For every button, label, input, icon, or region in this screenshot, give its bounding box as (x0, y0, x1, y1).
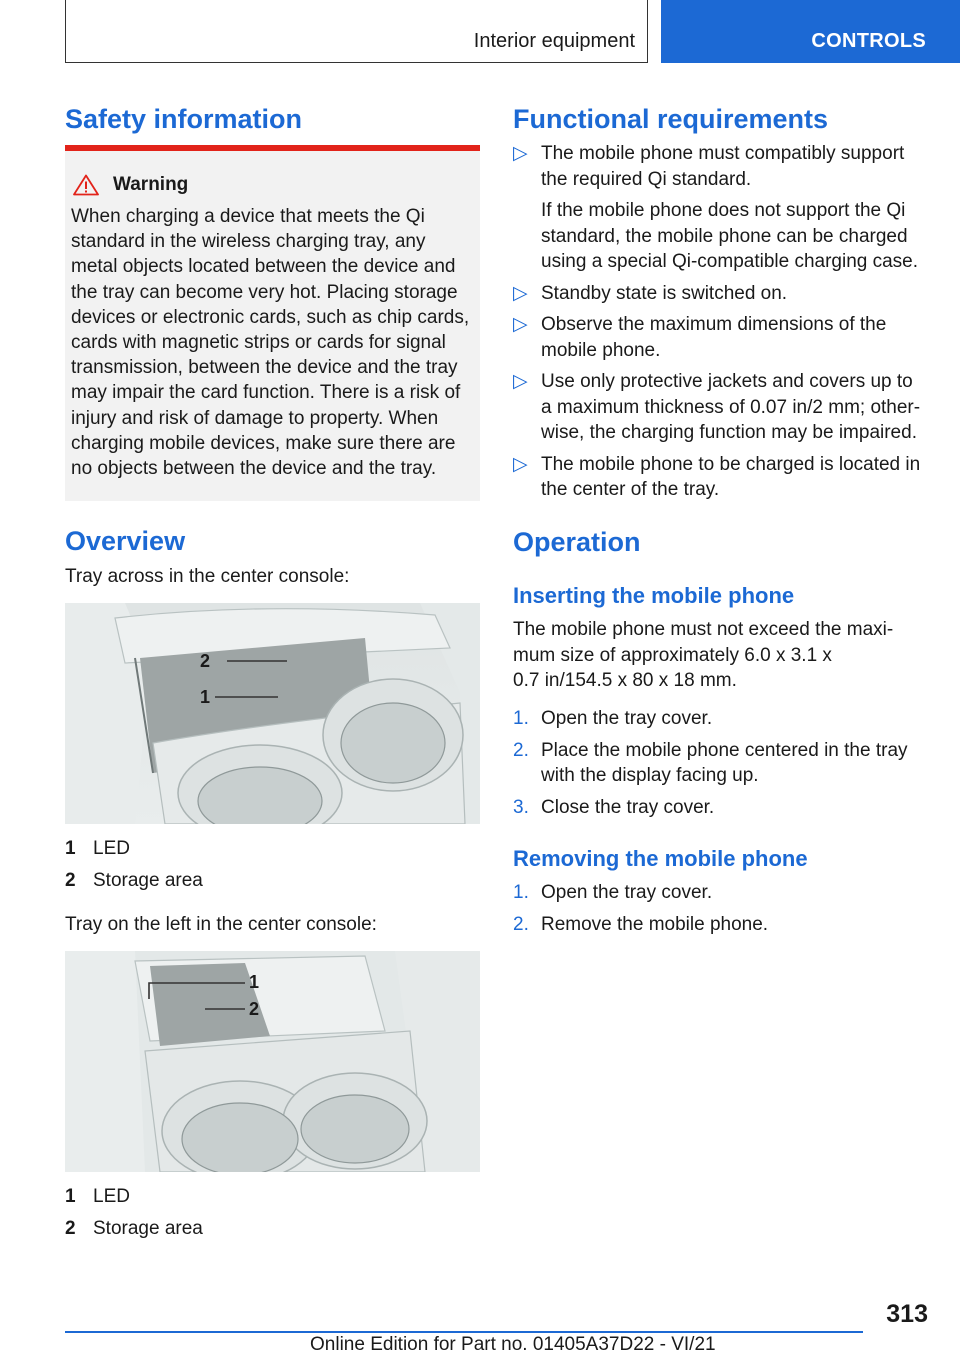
operation-heading: Operation (513, 527, 641, 557)
requirement-text (541, 452, 933, 503)
warning-text-line: cards with magnetic strips or cards for signal (71, 332, 446, 354)
step-line: Place the mobile phone centered in the tray (541, 739, 908, 761)
image2-label-1: 1 (249, 972, 260, 992)
requirement-line: the required Qi standard. (541, 168, 752, 190)
requirement-note-line: standard, the mobile phone can be charged (541, 225, 908, 247)
requirement-line: wise, the charging function may be impaired. (541, 422, 917, 443)
legend-2-label: Storage area (93, 1218, 203, 1239)
warning-text (71, 204, 471, 481)
warning-text-line: no objects between the device and the tray. (71, 458, 437, 480)
footer-rule (65, 1331, 863, 1333)
bullet-triangle-icon: ▷ (513, 371, 528, 392)
requirement-text (541, 312, 933, 363)
legend-2-label: LED (93, 1186, 130, 1207)
warning-text-line: standard in the wireless charging tray, any (71, 231, 426, 253)
requirement-text (541, 281, 933, 307)
warning-text-line: transmission, between the device and the tray (71, 357, 458, 379)
header-chapter-tab[interactable] (661, 0, 960, 63)
legend-1-label: Storage area (93, 870, 203, 891)
overview-heading: Overview (65, 526, 186, 556)
image1-label-2: 2 (200, 651, 211, 671)
image2-label-2: 2 (249, 999, 260, 1019)
requirement-line: Observe the maximum dimensions of the (541, 314, 887, 335)
warning-text-line: the tray can become very hot. Placing storage (71, 281, 458, 303)
requirement-line: The mobile phone must compatibly support (541, 143, 905, 164)
requirement-line: The mobile phone to be charged is located in (541, 453, 921, 475)
step-text (541, 880, 933, 906)
requirement-line: mobile phone. (541, 339, 661, 361)
step-text (541, 912, 933, 938)
warning-triangle-icon (73, 174, 99, 196)
inserting-heading: Inserting the mobile phone (513, 583, 795, 608)
requirement-text (541, 369, 933, 446)
inserting-intro-line: mum size of approximately 6.0 x 3.1 x (513, 644, 832, 666)
tray-across-illustration (65, 603, 480, 824)
warning-box (65, 151, 480, 501)
warning-header (73, 173, 188, 197)
legend-2-num: 1 (65, 1186, 76, 1207)
step-text (541, 738, 933, 789)
header-chapter-title: CONTROLS (811, 30, 926, 52)
step-text (541, 706, 933, 732)
step-number: 1. (513, 708, 529, 729)
bullet-triangle-icon: ▷ (513, 143, 528, 164)
requirement-line: Use only protective jackets and covers up to (541, 371, 913, 392)
bullet-triangle-icon: ▷ (513, 282, 528, 304)
warning-text-line: When charging a device that meets the Qi (71, 206, 425, 227)
legend-2-num: 2 (65, 1218, 76, 1239)
step-number: 3. (513, 796, 529, 818)
step-number: 1. (513, 882, 529, 903)
requirement-text (541, 141, 933, 192)
footer-edition: Online Edition for Part no. 01405A37D22 - VI/21 (310, 1334, 716, 1355)
tray-left-illustration (65, 951, 480, 1172)
step-number: 2. (513, 739, 529, 761)
requirement-line: Standby state is switched on. (541, 282, 788, 304)
step-line: Open the tray cover. (541, 708, 713, 729)
warning-title: Warning (113, 174, 189, 195)
tray-left-intro: Tray on the left in the center console: (65, 914, 377, 935)
bullet-triangle-icon: ▷ (513, 314, 528, 335)
page-number: 313 (886, 1300, 928, 1328)
safety-information-heading: Safety information (65, 104, 303, 134)
warning-text-line: devices or electronic cards, such as chip cards, (71, 306, 470, 328)
step-line: Remove the mobile phone. (541, 913, 769, 935)
warning-text-line: may impair the card function. There is a risk of (71, 382, 461, 404)
step-line: Open the tray cover. (541, 882, 713, 903)
overview-intro: Tray across in the center console: (65, 566, 350, 587)
requirement-note-line: If the mobile phone does not support the Qi (541, 200, 906, 221)
step-line: Close the tray cover. (541, 796, 715, 818)
bullet-triangle-icon: ▷ (513, 453, 528, 475)
removing-heading: Removing the mobile phone (513, 846, 808, 871)
header-section-box (65, 0, 648, 63)
functional-requirements-heading: Functional requirements (513, 104, 829, 134)
requirement-line: the center of the tray. (541, 479, 720, 500)
requirement-note-line: using a special Qi-compatible charging case. (541, 251, 919, 272)
header-section-title: Interior equipment (473, 30, 635, 52)
warning-text-line: charging mobile devices, make sure there are (71, 432, 456, 454)
warning-text-line: metal objects located between the device and (71, 256, 456, 278)
inserting-intro-line: The mobile phone must not exceed the maxi- (513, 619, 894, 640)
step-line: with the display facing up. (541, 765, 759, 786)
requirement-line: a maximum thickness of 0.07 in/2 mm; other- (541, 396, 921, 418)
step-text (541, 795, 933, 821)
inserting-intro-line: 0.7 in/154.5 x 80 x 18 mm. (513, 670, 737, 691)
image1-label-1: 1 (200, 687, 211, 707)
step-number: 2. (513, 913, 529, 935)
inserting-intro (513, 617, 933, 694)
legend-1-num: 1 (65, 838, 76, 859)
legend-1-label: LED (93, 838, 130, 859)
warning-text-line: injury and risk of damage to property. When (71, 407, 439, 429)
legend-1-num: 2 (65, 870, 76, 891)
